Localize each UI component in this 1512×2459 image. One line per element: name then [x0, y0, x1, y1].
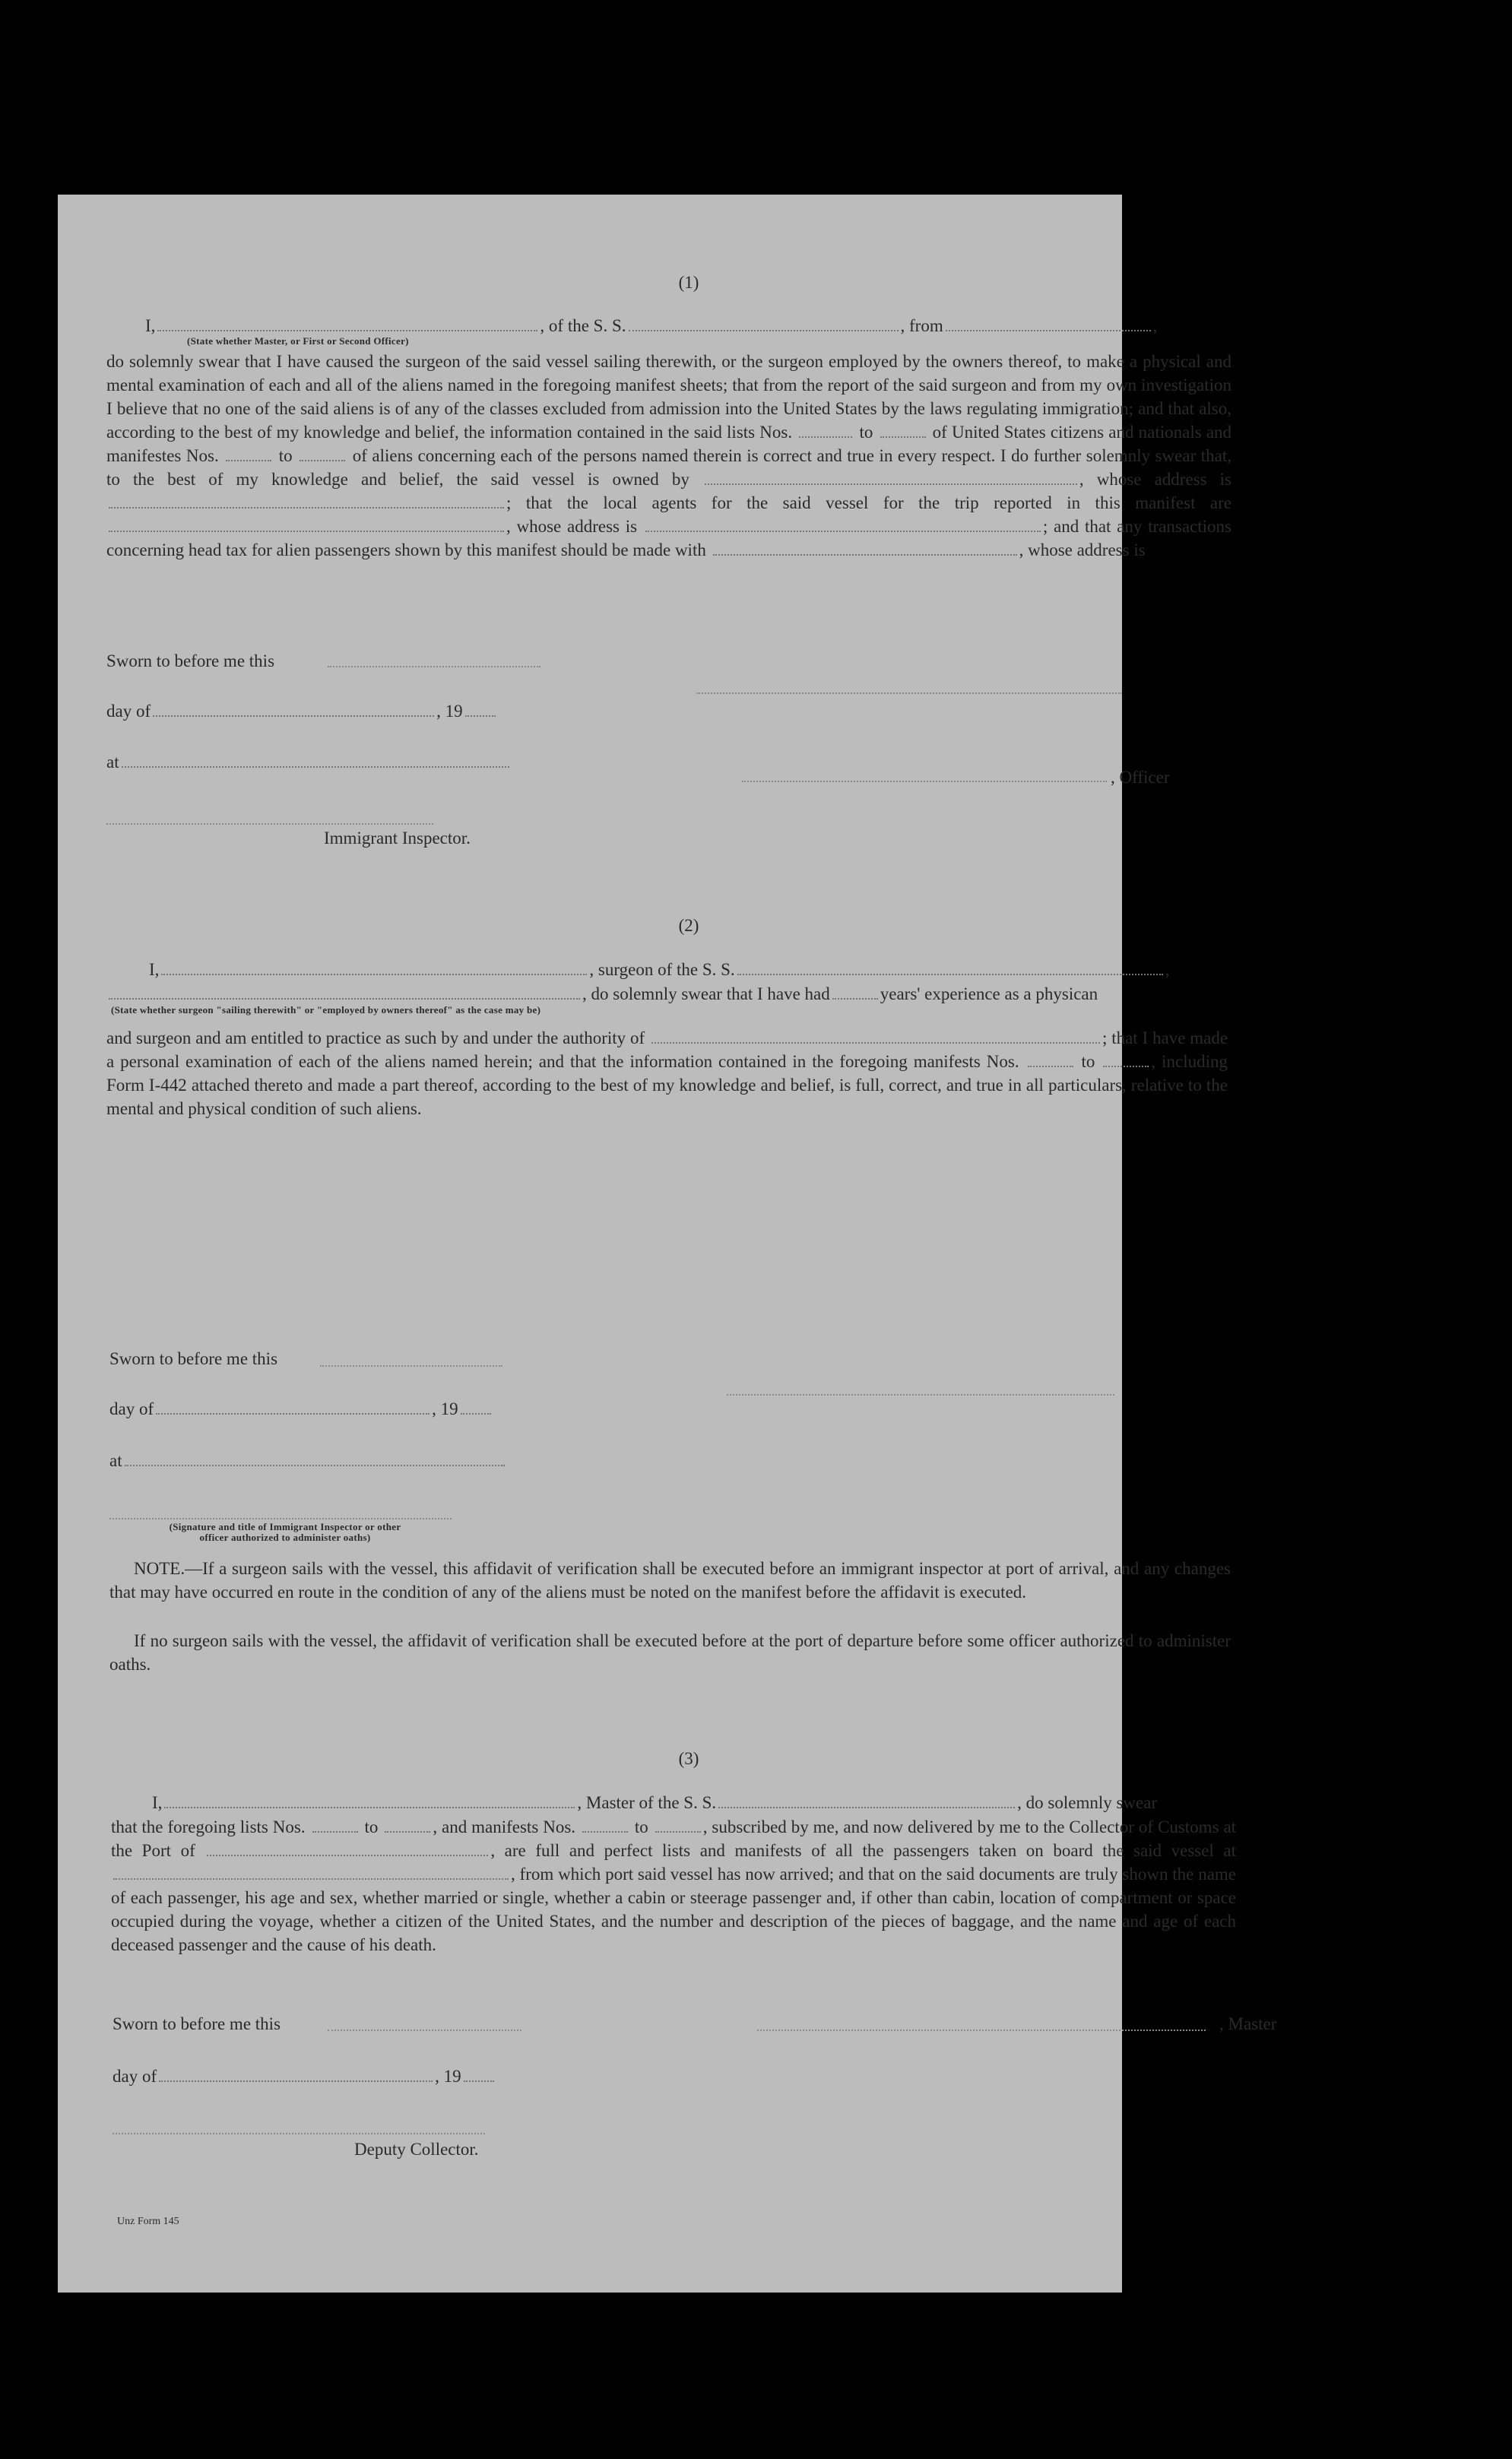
body-text-2: of United States citizens and nationals and manifestes Nos. [106, 423, 1232, 465]
section-1-day-line [106, 699, 498, 723]
manifest-verification-page [58, 195, 1277, 2293]
s3-day-field[interactable] [159, 2080, 433, 2082]
from-port-field[interactable] [946, 330, 1151, 331]
section-1-body [106, 350, 1231, 562]
section-1-sworn: Sworn to before me this [106, 651, 275, 670]
body-text-5: ; that the local agents for the said vessel for the trip reported in this manifest are [506, 493, 1231, 512]
experience-label: years' experience as a physican [880, 984, 1098, 1003]
section-3-day-line [113, 2064, 496, 2088]
punch-hole [1339, 1535, 1377, 1573]
s2-year-label: , 19 [432, 1399, 458, 1418]
s3-body-5: , from which port said vessel has now arrived; and that on the said documents are truly shown the name of each passenger, his age and sex, whether married or single, whether a cabin or steerage passenger and, if other than cabin, location of compartment or space occupied during the voyage, whether a citizen of the United States, and the number and description of the pieces of baggage, and the name and age of each deceased passenger and the cause of his death. [111, 1865, 1236, 1954]
punch-hole [1361, 1191, 1396, 1226]
s3-to-1: to [364, 1817, 379, 1836]
section-1-opening-line: I, , of the S. S. , from , [145, 316, 1158, 335]
s3-year-label: , 19 [435, 2067, 461, 2086]
s2-to: to [1081, 1052, 1095, 1071]
swear-had-label: , do solemnly swear that I have had [582, 984, 830, 1003]
master-name-field[interactable] [164, 1807, 575, 1808]
opening-i-3: I, [152, 1793, 163, 1812]
signature-note-line-1: (Signature and title of Immigrant Inspector or other [169, 1521, 401, 1532]
s2-body-1: and surgeon and am entitled to practice as such by and under the authority of [106, 1028, 645, 1047]
immigrant-inspector-label: Immigrant Inspector. [324, 829, 471, 848]
section-2-sworn: Sworn to before me this [109, 1349, 278, 1368]
day-field[interactable] [153, 715, 434, 717]
s2-day-of-label: day of [109, 1399, 154, 1418]
body-text-4: , whose address is [1079, 470, 1231, 489]
opening-i-2: I, [149, 960, 160, 979]
officer-name-field[interactable] [157, 330, 537, 331]
swear-label: , do solemnly swear [1017, 1793, 1158, 1812]
s3-year-field[interactable] [464, 2080, 494, 2082]
s3-day-of-label: day of [113, 2067, 157, 2086]
manifests-from-field[interactable] [226, 460, 271, 461]
form-identifier: Unz Form 145 [117, 2216, 179, 2227]
vessel-name-field[interactable] [629, 330, 899, 331]
years-field[interactable] [832, 998, 878, 1000]
surgeon-status-field[interactable] [109, 998, 580, 1000]
body-to-2: to [278, 446, 293, 465]
manifests-to-field[interactable] [300, 460, 345, 461]
surgeon-name-field[interactable] [161, 974, 587, 975]
authority-field[interactable] [651, 1042, 1100, 1044]
note-paragraph-1: NOTE.—If a surgeon sails with the vessel, this affidavit of verification shall be executed before an immigrant inspector at port of arrival, and any changes that may have occurred en route in the condition of any of the aliens must be noted on the manifest before the affidavit is executed. [109, 1559, 1231, 1602]
at-field[interactable] [122, 766, 509, 768]
s2-at-field[interactable] [125, 1465, 505, 1466]
s2-day-field[interactable] [156, 1413, 430, 1415]
inspector-signature-line[interactable] [106, 823, 433, 825]
punch-hole [1344, 2133, 1384, 2172]
master-label: , Master [1219, 2014, 1277, 2033]
section-3-line-1 [152, 1791, 1157, 1814]
section-1-number: (1) [678, 273, 699, 292]
section-1-at-line [106, 750, 512, 774]
punch-hole [1324, 857, 1370, 903]
section-2-line-1: I, , surgeon of the S. S. , [149, 960, 1170, 979]
embarkation-field[interactable] [113, 1878, 509, 1880]
section-2-signature-line[interactable] [727, 1394, 1114, 1396]
s2-body-3: , including Form I-442 attached thereto and made a part thereof, according to the best of my knowledge and belief, is full, correct, and true in all particulars, relative to the mental and physical condition of such aliens. [106, 1052, 1228, 1118]
note-paragraph-2: If no surgeon sails with the vessel, the affidavit of verification shall be executed before at the port of departure before some officer authorized to administer oaths. [109, 1631, 1231, 1674]
surgeon-note: (State whether surgeon "sailing therewith" or "employed by owners thereof" as the case may be) [111, 1004, 541, 1016]
s3-manifests-from-field[interactable] [582, 1831, 628, 1833]
from-label: , from [900, 316, 943, 335]
section-3-number: (3) [678, 1749, 699, 1768]
owner-field[interactable] [705, 483, 1077, 485]
signature-note [106, 1522, 464, 1543]
lists-from-field[interactable] [799, 436, 852, 438]
deputy-collector-label: Deputy Collector. [354, 2140, 479, 2159]
body-text-1: do solemnly swear that I have caused the surgeon of the said vessel sailing therewith, or the surgeon employed by the owners thereof, to make a physical and mental examination of each and all of the aliens named in the foregoing manifest sheets; that from the report of the said surgeon and from my own investigation I believe that no one of the said aliens is of any of the classes excluded from admission into the United States by the laws regulating immigration; and that also, according to the best of my knowledge and belief, the information contained in the said lists Nos. [106, 352, 1231, 442]
s2-year-field[interactable] [461, 1413, 491, 1415]
signature-note-line-2: officer authorized to administer oaths) [199, 1532, 371, 1543]
section-2-sworn-line[interactable] [320, 1365, 502, 1367]
section-2-number: (2) [678, 916, 699, 935]
s3-manifests-to-field[interactable] [655, 1831, 701, 1833]
head-tax-field[interactable] [713, 554, 1017, 556]
s2-inspector-signature-line[interactable] [109, 1518, 452, 1519]
s3-body-4: , are full and perfect lists and manifests of all the passengers taken on board the said vessel at [490, 1841, 1236, 1860]
section-3-sworn: Sworn to before me this [113, 2014, 281, 2033]
at-label: at [106, 753, 119, 772]
section-2-line-2 [106, 982, 1098, 1006]
s3-lists-from-field[interactable] [312, 1831, 358, 1833]
agents-address-field[interactable] [645, 531, 1041, 532]
deputy-signature-line[interactable] [113, 2133, 485, 2134]
s2-at-label: at [109, 1451, 122, 1470]
master-of-label: , Master of the S. S. [577, 1793, 717, 1812]
body-to-1: to [859, 423, 873, 442]
s3-body-3: , subscribed by me, and now delivered by me to the Collector of Customs at the Port of [111, 1817, 1237, 1860]
punch-hole [1355, 2026, 1393, 2064]
section-2-day-line [109, 1397, 493, 1421]
body-text-3: of aliens concerning each of the persons named therein is correct and true in every respect. I do further solemnly swear that, to the best of my knowledge and belief, the said vessel is owned by [106, 446, 1232, 489]
s3-body-2: , and manifests Nos. [433, 1817, 576, 1836]
punch-hole [1339, 388, 1385, 433]
body-text-7: ; and that any transactions concerning head tax for alien passengers shown by this manifest should be made with [106, 517, 1231, 559]
s3-to-2: to [634, 1817, 648, 1836]
punch-hole [1324, 249, 1370, 294]
officer-label: , Officer [1111, 768, 1170, 787]
surgeon-vessel-field[interactable] [737, 974, 1163, 975]
punch-hole [1324, 732, 1370, 778]
surgeon-of-label: , surgeon of the S. S. [589, 960, 735, 979]
officer-line[interactable] [742, 781, 1107, 782]
section-2-at-line [109, 1449, 507, 1472]
section-3-body [111, 1815, 1236, 1957]
section-3-sworn-line[interactable] [328, 2030, 521, 2031]
section-3-signature-line[interactable] [757, 2030, 1206, 2031]
lists-to-field[interactable] [880, 436, 926, 438]
s2-manifests-from-field[interactable] [1028, 1066, 1073, 1067]
year-field[interactable] [465, 715, 496, 717]
s3-body-1: that the foregoing lists Nos. [111, 1817, 306, 1836]
body-text-6: , whose address is [506, 517, 638, 536]
s2-body-2: ; that I have made a personal examination of each of the aliens named herein; and that the information contained in the foregoing manifests Nos. [106, 1028, 1228, 1071]
of-the-ss-label: , of the S. S. [540, 316, 626, 335]
day-of-label: day of [106, 702, 151, 721]
port-field[interactable] [207, 1855, 488, 1856]
officer-note: (State whether Master, or First or Second Officer) [187, 335, 409, 347]
section-1-signature-line[interactable] [696, 692, 1122, 694]
opening-i: I, [145, 316, 156, 335]
section-1-sworn-line[interactable] [328, 666, 540, 667]
year-label: , 19 [436, 702, 463, 721]
s3-vessel-field[interactable] [718, 1807, 1015, 1808]
section-2-body [106, 1026, 1228, 1120]
owner-address-field[interactable] [109, 507, 504, 509]
punch-hole [1339, 1654, 1377, 1692]
s2-manifests-to-field[interactable] [1103, 1066, 1149, 1067]
agents-field[interactable] [109, 531, 504, 532]
s3-lists-to-field[interactable] [385, 1831, 430, 1833]
body-text-8: , whose address is [1019, 540, 1146, 559]
